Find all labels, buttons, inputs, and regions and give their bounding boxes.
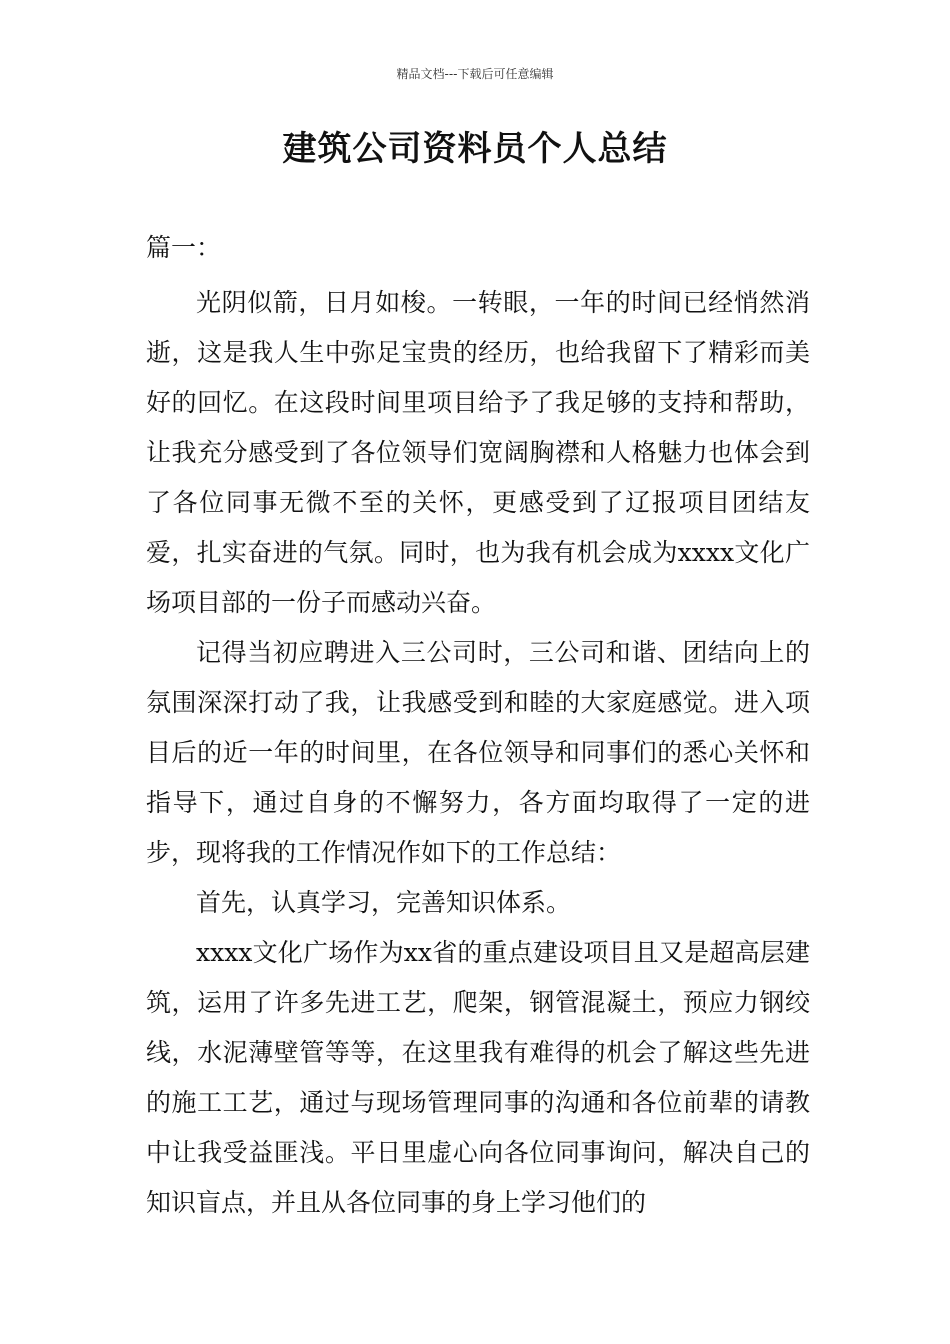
paragraph-3: 首先，认真学习，完善知识体系。 [196,888,572,917]
body-text [146,278,810,1228]
header-note: 精品文档---下载后可任意编辑 [396,67,554,81]
paragraph-2: 记得当初应聘进入三公司时，三公司和谐、团结向上的氛围深深打动了我，让我感受到和睦的大家庭感觉。进入项目后的近一年的时间里，在各位领导和同事们的悉心关怀和指导下，通过自身的不懈努力，各方面均取得了一定的进步，现将我的工作情况作如下的工作总结： [146,638,810,867]
paragraph-4: xxxx文化广场作为xx省的重点建设项目且又是超高层建筑，运用了许多先进工艺，爬架，钢管混凝土，预应力钢绞线，水泥薄壁管等等，在这里我有难得的机会了解这些先进的施工工艺，通过与现场管理同事的沟通和各位前辈的请教中让我受益匪浅。平日里虚心向各位同事询问，解决自己的知识盲点，并且从各位同事的身上学习他们的 [146,938,810,1217]
section-heading: 篇一： [146,233,222,262]
document-title: 建筑公司资料员个人总结 [282,129,668,169]
paragraph-1: 光阴似箭，日月如梭。一转眼，一年的时间已经悄然消逝，这是我人生中弥足宝贵的经历，也给我留下了精彩而美好的回忆。在这段时间里项目给予了我足够的支持和帮助，让我充分感受到了各位领导们宽阔胸襟和人格魅力也体会到了各位同事无微不至的关怀，更感受到了辽报项目团结友爱，扎实奋进的气氛。同时，也为我有机会成为xxxx文化广场项目部的一份子而感动兴奋。 [146,288,810,617]
